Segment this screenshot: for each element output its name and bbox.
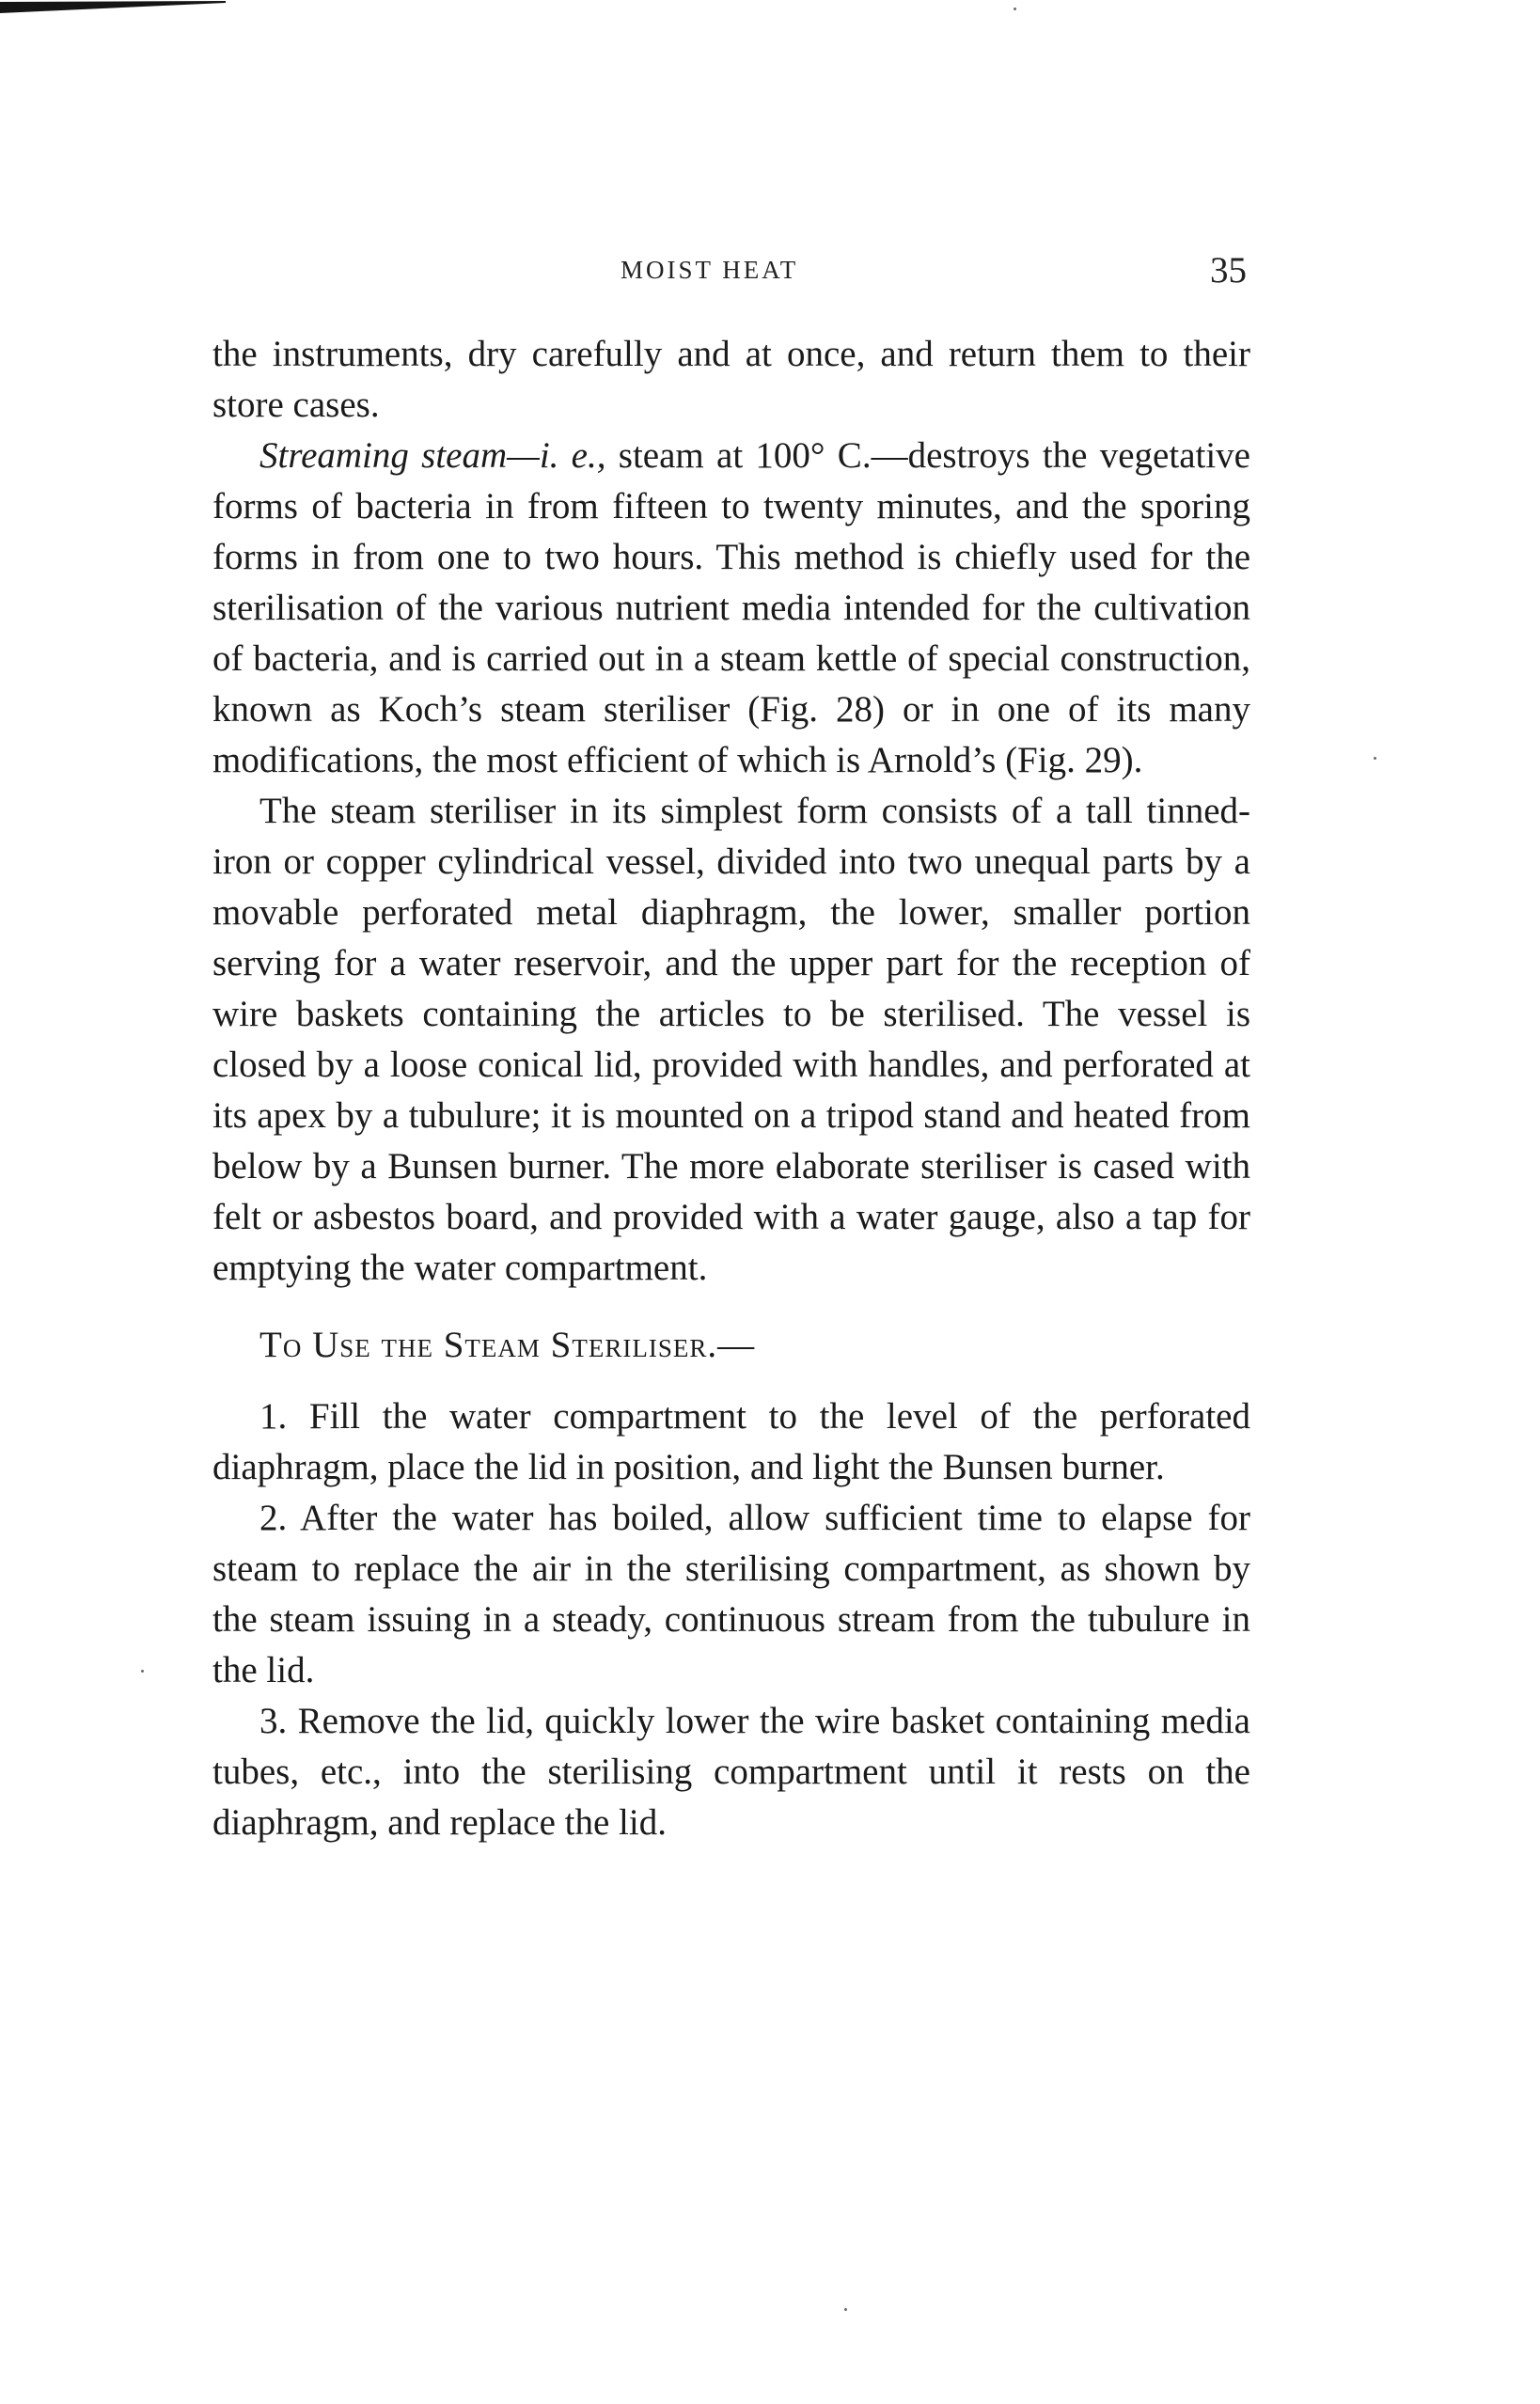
scan-speck — [1374, 757, 1376, 760]
lead-term: Streaming steam — [259, 435, 508, 476]
page-body — [212, 329, 1250, 1848]
streaming-steam-paragraph — [212, 431, 1250, 786]
paragraph-text: steam at 100° C.—destroys the vegetative forms of bacteria in from fifteen to twenty minutes, and the sporing forms in from one to two hours. This method is chiefly used for the sterilisation of the various nutrient media intended for the cultivation of bacteria, and is carried out in a steam kettle of special construction, known as Koch’s steam steriliser (Fig. 28) or in one of its many modifications, the most efficient of which is Arnold’s (Fig. 29). — [212, 435, 1250, 780]
step-item: 3. Remove the lid, quickly lower the wire basket containing media tubes, etc., into the sterilising compartment until it rests on the diaphragm, and replace the lid. — [212, 1701, 1250, 1843]
section-heading: To Use the Steam Steriliser.— — [259, 1325, 756, 1365]
running-head: MOIST HEAT — [621, 256, 799, 284]
scan-speck — [844, 2308, 847, 2311]
page-number: 35 — [1210, 250, 1247, 291]
steriliser-description-paragraph: The steam steriliser in its simplest form consists of a tall tinned-iron or copper cylindrical vessel, divided into two unequal parts by a movable perforated metal diaphragm, the lower, smaller portion serving for a water reservoir, and the upper part for the reception of wire baskets containing the articles to be sterilised. The vessel is closed by a loose conical lid, provided with handles, and perforated at its apex by a tubulure; it is mounted on a tripod stand and heated from below by a Bunsen burner. The more elaborate steriliser is cased with felt or asbestos board, and provided with a water gauge, also a tap for emptying the water compartment. — [212, 791, 1250, 1288]
ie-abbreviation: —i. e., — [507, 435, 606, 476]
continuation-paragraph: the instruments, dry carefully and at once, and return them to their store cases. — [212, 334, 1250, 425]
step-item: 1. Fill the water compartment to the level of the perforated diaphragm, place the lid in position, and light the Bunsen burner. — [212, 1396, 1250, 1487]
scan-speck — [141, 1670, 144, 1673]
step-item: 2. After the water has boiled, allow sufficient time to elapse for steam to replace the air in the sterilising compartment, as shown by the steam issuing in a steady, continuous stream from the tubulure in the lid. — [212, 1498, 1250, 1690]
scan-edge-mark — [0, 0, 226, 13]
scan-speck — [1014, 8, 1016, 10]
